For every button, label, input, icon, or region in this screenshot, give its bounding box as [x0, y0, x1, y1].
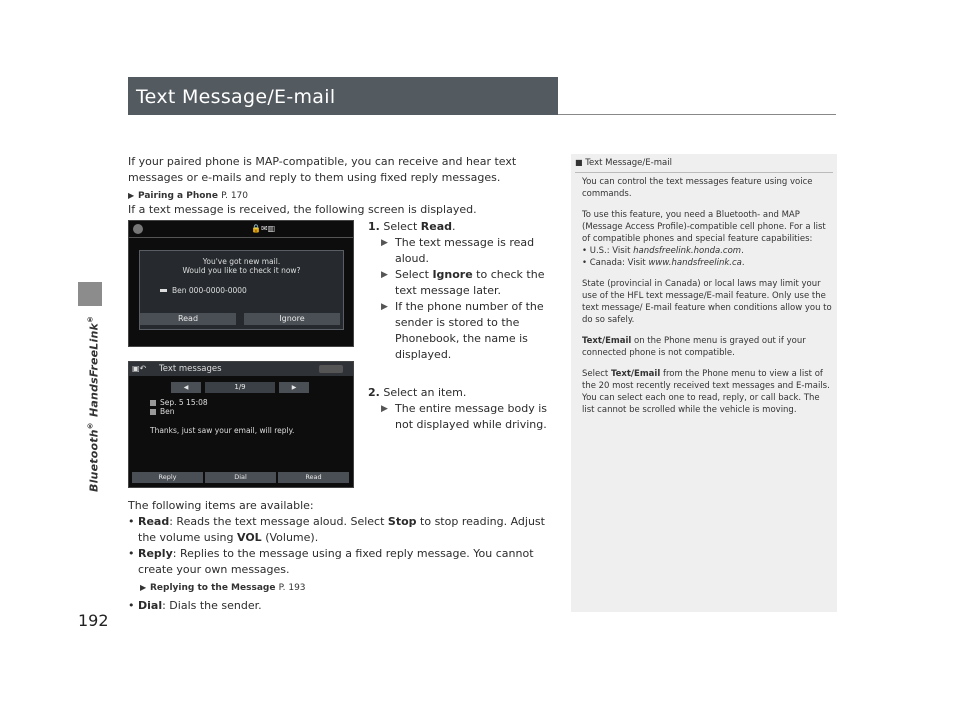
item-reply: • Reply: Replies to the message using a fixed reply message. You cannot create your own messages.	[128, 547, 534, 576]
message-sender: Ben	[160, 407, 175, 416]
message-counter: 1/9	[205, 382, 275, 393]
message-date: Sep. 5 15:08	[160, 398, 208, 407]
result-arrow-icon: ▶	[381, 270, 388, 280]
dialog-line-2: Would you like to check it now?	[182, 266, 301, 275]
contact-icon	[160, 289, 167, 292]
step-2-result-a: ▶ The entire message body is not displayed while driving.	[381, 402, 548, 431]
note-bullet-us: • U.S.: Visit handsfreelink.honda.com.	[582, 246, 744, 256]
read-button[interactable]: Read	[140, 313, 236, 325]
note-body	[582, 176, 832, 425]
dialog-contact: Ben 000-0000-0000	[172, 286, 247, 295]
signal-icon	[319, 365, 343, 373]
step-1-result-b: ▶ Select Ignore to check the text message later.	[381, 268, 545, 297]
step-2: 2. Select an item.	[368, 386, 467, 399]
ignore-button[interactable]: Ignore	[244, 313, 340, 325]
note-rule	[575, 172, 833, 173]
new-mail-screen	[128, 220, 354, 347]
back-icon[interactable]: ▣↶	[132, 364, 147, 373]
page-number: 192	[78, 611, 109, 630]
step-1: 1. Select Read.	[368, 220, 456, 233]
header-rule	[558, 114, 836, 115]
result-arrow-icon: ▶	[381, 238, 388, 248]
status-icons: 🔒✉▥	[251, 224, 276, 233]
previous-arrow-icon[interactable]: ◀	[171, 382, 201, 393]
available-items	[128, 498, 560, 614]
items-intro: The following items are available:	[128, 499, 314, 512]
note-paragraph: To use this feature, you need a Bluetooth- and MAP (Message Access Profile)-compatible cell phone. For a list of compatible phones and special feature capabilities:	[582, 210, 826, 244]
result-arrow-icon: ▶	[381, 302, 388, 312]
note-marker-icon: ■	[575, 158, 583, 167]
received-paragraph: If a text message is received, the following screen is displayed.	[128, 203, 477, 216]
dial-button[interactable]: Dial	[205, 472, 276, 483]
next-arrow-icon[interactable]: ▶	[279, 382, 309, 393]
note-bullet-canada: • Canada: Visit www.handsfreelink.ca.	[582, 258, 745, 268]
home-icon	[133, 224, 143, 234]
result-arrow-icon: ▶	[381, 404, 388, 414]
calendar-icon	[150, 400, 156, 406]
note-title: ■ Text Message/E-mail	[575, 158, 672, 168]
reference-arrow-icon: ▶	[128, 191, 135, 200]
note-paragraph: You can control the text messages feature using voice commands.	[582, 177, 813, 199]
read-message-button[interactable]: Read	[278, 472, 349, 483]
note-paragraph: State (provincial in Canada) or local laws may limit your use of the HFL text message/E-mail feature. Only use the text message/ E-mail feature when conditions allow you to do so safely.	[582, 279, 832, 325]
step-1-result-a: ▶ The text message is read aloud.	[381, 236, 535, 265]
step-1-result-c: ▶ If the phone number of the sender is stored to the Phonebook, the name is displayed.	[381, 300, 544, 361]
screen-title: Text messages	[159, 364, 222, 374]
item-dial: • Dial: Dials the sender.	[128, 599, 262, 612]
message-body: Thanks, just saw your email, will reply.	[150, 426, 295, 435]
reference-arrow-icon: ▶	[140, 583, 147, 592]
person-icon	[150, 409, 156, 415]
new-mail-dialog	[139, 250, 344, 330]
note-paragraph: Select Text/Email from the Phone menu to view a list of the 20 most recently received text messages and E-mails. You can select each one to read, reply, or call back. The list cannot be scrolled while the vehicle is moving.	[582, 369, 830, 415]
note-paragraph: Text/Email on the Phone menu is grayed out if your connected phone is not compatible.	[582, 336, 806, 358]
section-tab-label: Bluetooth® HandsFreeLink®	[86, 315, 101, 493]
cross-reference[interactable]: ▶ Pairing a Phone P. 170	[128, 188, 560, 204]
dialog-line-1: You've got new mail.	[202, 257, 281, 266]
text-messages-screen	[128, 361, 354, 488]
page-title: Text Message/E-mail	[136, 86, 336, 108]
intro-paragraph: If your paired phone is MAP-compatible, you can receive and hear text messages or e-mails and reply to them using fixed reply messages. ▶ Pairing a Phone P. 170	[128, 154, 560, 204]
reply-cross-reference[interactable]: ▶ Replying to the Message P. 193	[128, 580, 560, 596]
reply-button[interactable]: Reply	[132, 472, 203, 483]
item-read: • Read: Reads the text message aloud. Select Stop to stop reading. Adjust the volume using VOL (Volume).	[128, 515, 545, 544]
step-list	[368, 219, 558, 433]
section-tab-marker	[78, 282, 102, 306]
